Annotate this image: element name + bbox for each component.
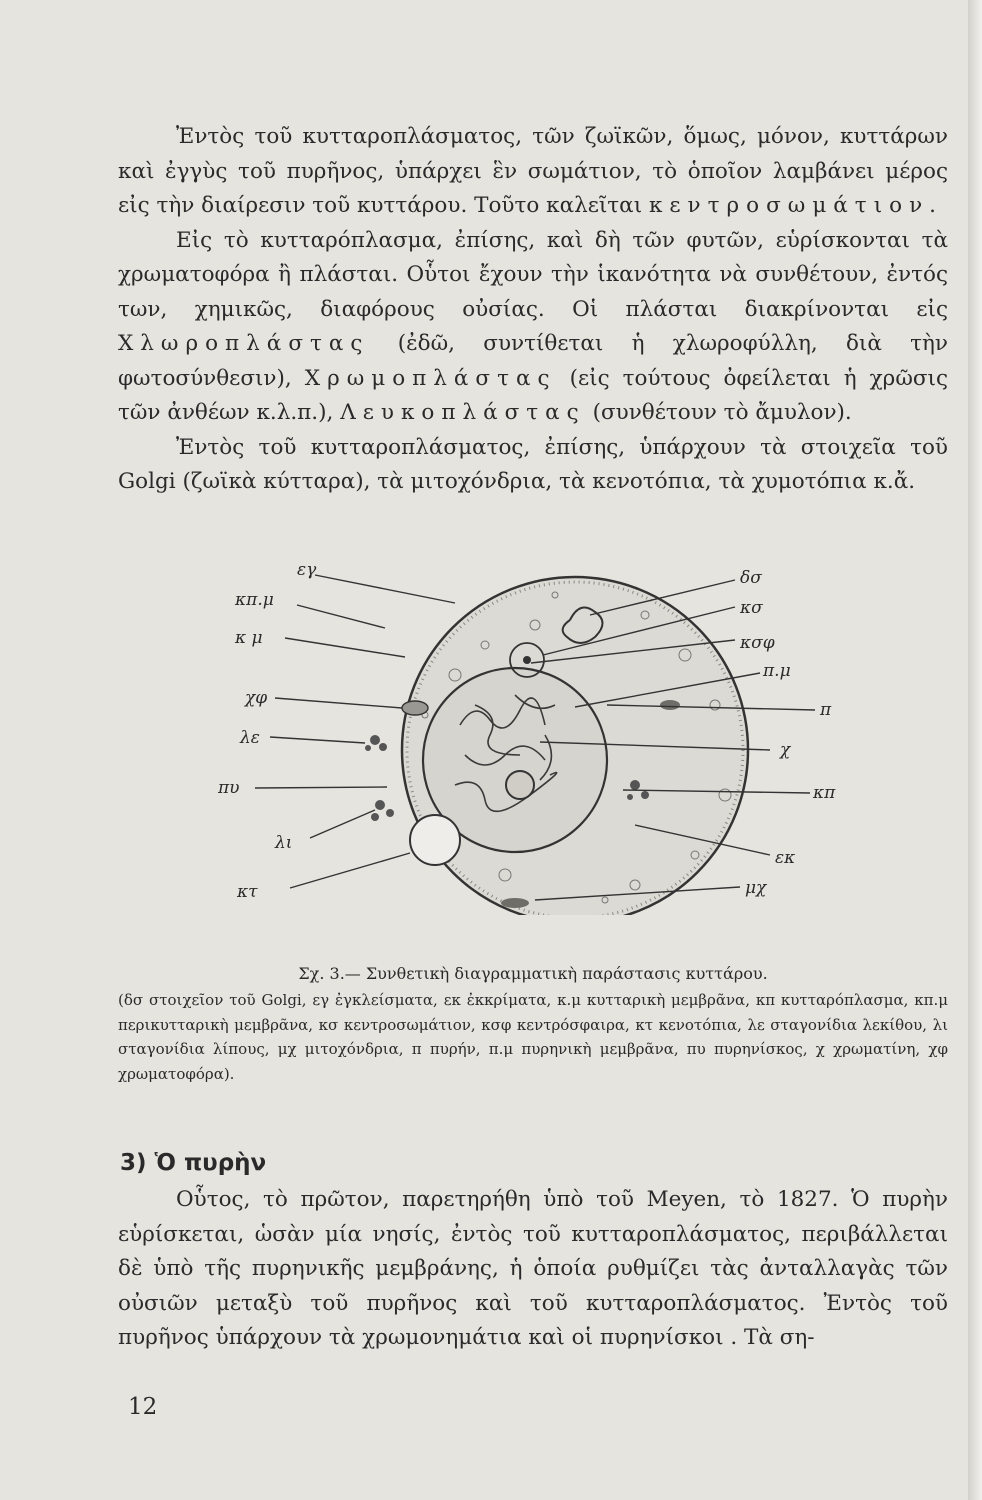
label-chf: χφ — [245, 688, 268, 708]
label-ksf: κσφ — [740, 633, 775, 653]
term-leukoplastas: Λευκοπλάστας — [340, 400, 586, 425]
label-ks: κσ — [740, 598, 763, 618]
label-li: λι — [275, 833, 293, 853]
term-chromoplastas: Χρωμοπλάστας — [304, 365, 557, 391]
label-ch: χ — [780, 740, 791, 760]
label-k-m: κ μ — [235, 628, 263, 648]
label-p-m: π.μ — [763, 661, 791, 681]
section-heading: 3) Ὁ πυρὴν — [120, 1150, 267, 1176]
label-p: π — [820, 700, 832, 720]
mitochondrion — [501, 898, 529, 908]
term-kentrosomatio: κεντροσωμάτιον — [648, 193, 930, 218]
cell-diagram — [215, 555, 875, 915]
label-ds: δσ — [740, 568, 762, 588]
paragraph-1: Ἐντὸς τοῦ κυτταροπλάσματος, τῶν ζωϊκῶν, ὅμως, μόνον, κυττάρων καὶ ἐγγὺς τοῦ πυρῆνος, ὑπάρχει ἓν σωμάτιον, τὸ ὁποῖον λαμβάνει μέρος εἰς τὴν διαίρεσιν τοῦ κυττάρου. Τοῦτο καλεῖται κεντροσωμάτιον. — [118, 124, 948, 218]
centrosome — [523, 656, 531, 664]
figure-caption-title: Σχ. 3.— Συνθετικὴ διαγραμματικὴ παράστασις κυττάρου. — [298, 964, 768, 983]
paragraph-2: Εἰς τὸ κυτταρόπλασμα, ἐπίσης, καὶ δὴ τῶν φυτῶν, εὑρίσκονται τὰ χρωματοφόρα ἢ πλάσται. Οὗτοι ἔχουν τὴν ἱκανότητα νὰ συνθέτουν, ἐντός των, χημικῶς, διαφόρους οὐσίας. Οἱ πλάσται διακρίνονται εἰς Χλωροπλάστας (ἐδῶ, συντίθεται ἡ χλωροφύλλη, διὰ τὴν φωτοσύνθεσιν), Χρωμοπλάστας (εἰς τούτους ὀφείλεται ἡ χρῶσις τῶν ἀνθέων κ.λ.π.), Λευκοπλάστας (συνθέτουν τὸ ἄμυλον). — [118, 227, 948, 425]
label-eg: εγ — [297, 560, 317, 580]
paragraph-3: Ἐντὸς τοῦ κυτταροπλάσματος, ἐπίσης, ὑπάρχουν τὰ στοιχεῖα τοῦ Golgi (ζωϊκὰ κύτταρα), τὰ μιτοχόνδρια, τὰ κενοτόπια, τὰ χυμοτόπια κ.ἄ. — [118, 434, 948, 494]
label-kp-m: κπ.μ — [235, 590, 274, 610]
page-edge — [968, 0, 982, 1500]
lecithin-droplets — [365, 735, 387, 751]
paragraph-4: Οὗτος, τὸ πρῶτον, παρετηρήθη ὑπὸ τοῦ Meyen, τὸ 1827. Ὁ πυρὴν εὑρίσκεται, ὡσὰν μία νησίς, ἐντὸς τοῦ κυτταροπλάσματος, περιβάλλεται δὲ ὑπὸ τῆς πυρηνικῆς μεμβράνης, ἡ ὁποία ρυθμίζει τὰς ἀνταλλαγὰς τῶν οὐσιῶν μεταξὺ τοῦ πυρῆνος καὶ τοῦ κυτταροπλάσματος. Ἐντὸς τοῦ πυρῆνος ὑπάρχουν τὰ χρωμονημάτια καὶ οἱ πυρηνίσκοι . Τὰ ση- — [118, 1187, 948, 1350]
label-kp: κπ — [813, 783, 836, 803]
mitochondrion-2 — [660, 700, 680, 710]
chromatophore — [402, 701, 428, 715]
label-ek: εκ — [775, 848, 796, 868]
nucleolus — [506, 771, 534, 799]
body-text-top — [118, 120, 948, 500]
vacuole — [410, 815, 460, 865]
label-mch: μχ — [745, 878, 767, 898]
label-le: λε — [240, 728, 260, 748]
label-kt: κτ — [237, 882, 258, 902]
term-chloroplastas: Χλωροπλάστας — [118, 331, 370, 356]
page-number: 12 — [128, 1394, 158, 1420]
body-text-bottom — [118, 1183, 948, 1356]
figure-caption-legend: (δσ στοιχεῖον τοῦ Golgi, εγ ἐγκλείσματα, εκ ἐκκρίματα, κ.μ κυτταρικὴ μεμβρᾶνα, κπ κυτταρόπλασμα, κπ.μ περικυτταρικὴ μεμβρᾶνα, κσ κεντροσωμάτιον, κσφ κεντρόσφαιρα, κτ κενοτόπια, λε σταγονίδια λεκίθου, λι σταγονίδια λίπους, μχ μιτοχόνδρια, π πυρήν, π.μ πυρηνικὴ μεμβρᾶνα, πυ πυρηνίσκος, χ χρωματίνη, χφ χρωματοφόρα). — [118, 991, 948, 1083]
label-py: πυ — [218, 778, 240, 798]
